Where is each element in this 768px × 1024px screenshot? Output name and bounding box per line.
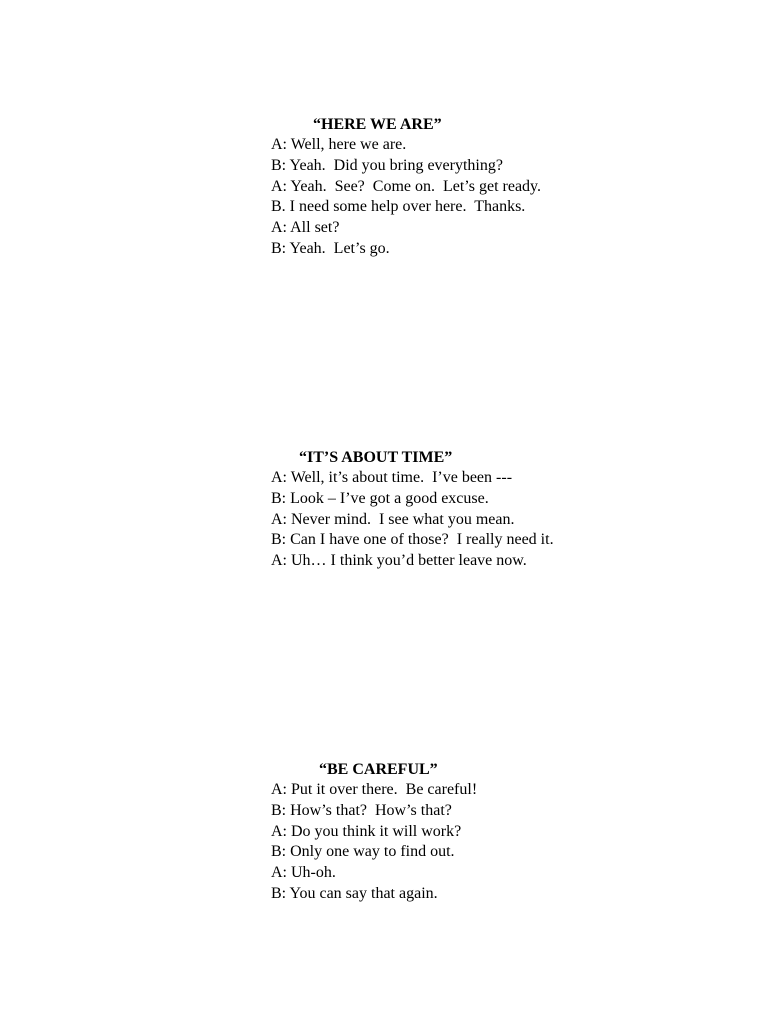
dialogue-line: B: How’s that? How’s that? xyxy=(271,801,452,819)
dialogue-line: B: You can say that again. xyxy=(271,884,438,902)
dialogue-title: “BE CAREFUL” xyxy=(319,761,438,778)
dialogue-be-careful xyxy=(271,759,731,905)
dialogue-line: A: Well, it’s about time. I’ve been --- xyxy=(271,469,513,486)
dialogue-line: A: Put it over there. Be careful! xyxy=(271,781,478,798)
dialogue-line: A: Uh-oh. xyxy=(271,864,336,882)
dialogue-here-we-are xyxy=(271,114,731,260)
dialogue-line: A: All set? xyxy=(271,219,340,237)
dialogue-title: “HERE WE ARE” xyxy=(313,116,442,133)
dialogue-line: B: Yeah. Did you bring everything? xyxy=(271,156,503,174)
dialogue-its-about-time xyxy=(271,447,731,572)
dialogue-line: A: Uh… I think you’d better leave now. xyxy=(271,552,527,570)
dialogue-line: A: Well, here we are. xyxy=(271,136,407,153)
dialogue-title: “IT’S ABOUT TIME” xyxy=(299,449,453,466)
dialogue-line: B. I need some help over here. Thanks. xyxy=(271,198,526,216)
dialogue-line: A: Yeah. See? Come on. Let’s get ready. xyxy=(271,177,542,195)
dialogue-line: B: Can I have one of those? I really need it. xyxy=(271,531,554,549)
dialogue-line: A: Do you think it will work? xyxy=(271,822,462,840)
dialogue-line: B: Only one way to find out. xyxy=(271,843,455,861)
dialogue-line: B: Yeah. Let’s go. xyxy=(271,239,390,257)
dialogue-line: B: Look – I’ve got a good excuse. xyxy=(271,489,489,507)
dialogue-line: A: Never mind. I see what you mean. xyxy=(271,510,515,528)
